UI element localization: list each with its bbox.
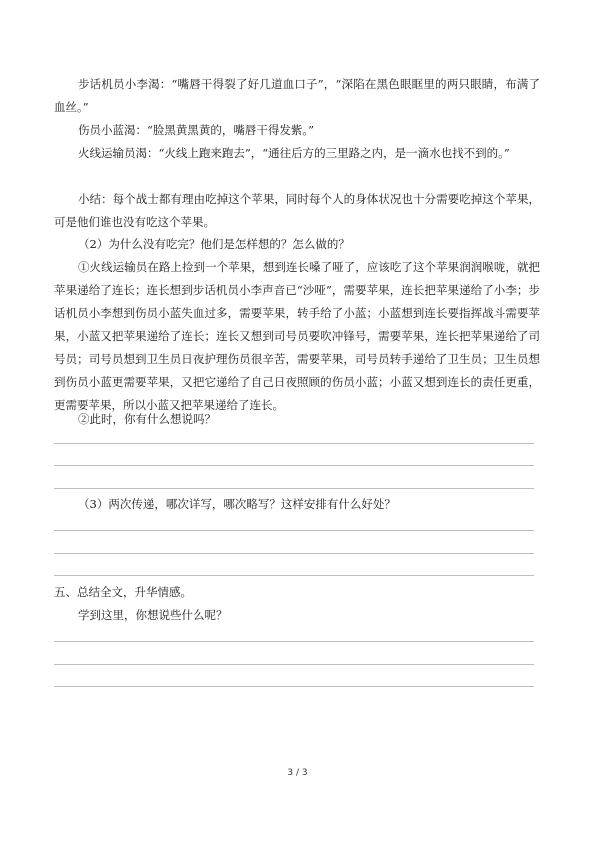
answer-line[interactable] bbox=[54, 575, 534, 576]
paragraph-xiaolan-thirst: 伤员小蓝渴：“脸黑黄黑黄的，嘴唇干得发紫。” bbox=[78, 123, 315, 137]
paragraph-transporter-thirst: 火线运输员渴：“火线上跑来跑去”，“通往后方的三里路之内，是一滴水也找不到的。” bbox=[78, 146, 510, 160]
section-5-prompt: 学到这里，你想说些什么呢？ bbox=[78, 608, 228, 622]
paragraph-summary: 小结：每个战士都有理由吃掉这个苹果，同时每个人的身体状况也十分需要吃掉这个苹果，可是他们谁也没有吃这个苹果。 bbox=[54, 192, 540, 229]
paragraph-xiaoli-thirst: 步话机员小李渴：“嘴唇干得裂了好几道血口子”，“深陷在黑色眼眶里的两只眼睛，布满了血丝。” bbox=[54, 77, 540, 114]
question-3: （3）两次传递，哪次详写，哪次略写？这样安排有什么好处？ bbox=[78, 497, 396, 511]
answer-line[interactable] bbox=[54, 443, 534, 444]
answer-line[interactable] bbox=[54, 664, 534, 665]
question-2: （2）为什么没有吃完？他们是怎样想的？怎么做的？ bbox=[78, 237, 350, 251]
answer-line[interactable] bbox=[54, 530, 534, 531]
question-2-sub: ②此时，你有什么想说吗？ bbox=[78, 412, 216, 426]
answer-line[interactable] bbox=[54, 488, 534, 489]
paragraph-apple-passing: ①火线运输员在路上捡到一个苹果，想到连长嗓了哑了，应该吃了这个苹果润润喉咙，就把苹果递给了连长；连长想到步话机员小李声音已“沙哑”，需要苹果，连长把苹果递给了小李；步话机员小李想到伤员小蓝失血过多，需要苹果，转手给了小蓝；小蓝想到连长要指挥战斗需要苹果，小蓝又把苹果递给了连长；连长又想到司号员要吹冲锋号，需要苹果，连长把苹果递给了司号员；司号员想到卫生员日夜护理伤员很辛苦，需要苹果，司号员转手递给了卫生员；卫生员想到伤员小蓝更需要苹果，又把它递给了自己日夜照顾的伤员小蓝；小蓝又想到连长的责任更重，更需要苹果，所以小蓝又把苹果递给了连长。 bbox=[54, 260, 540, 412]
answer-line[interactable] bbox=[54, 465, 534, 466]
answer-line[interactable] bbox=[54, 553, 534, 554]
page-number: 3 / 3 bbox=[287, 768, 308, 778]
answer-line[interactable] bbox=[54, 641, 534, 642]
section-5-heading: 五、总结全文，升华情感。 bbox=[54, 585, 192, 599]
answer-line[interactable] bbox=[54, 686, 534, 687]
